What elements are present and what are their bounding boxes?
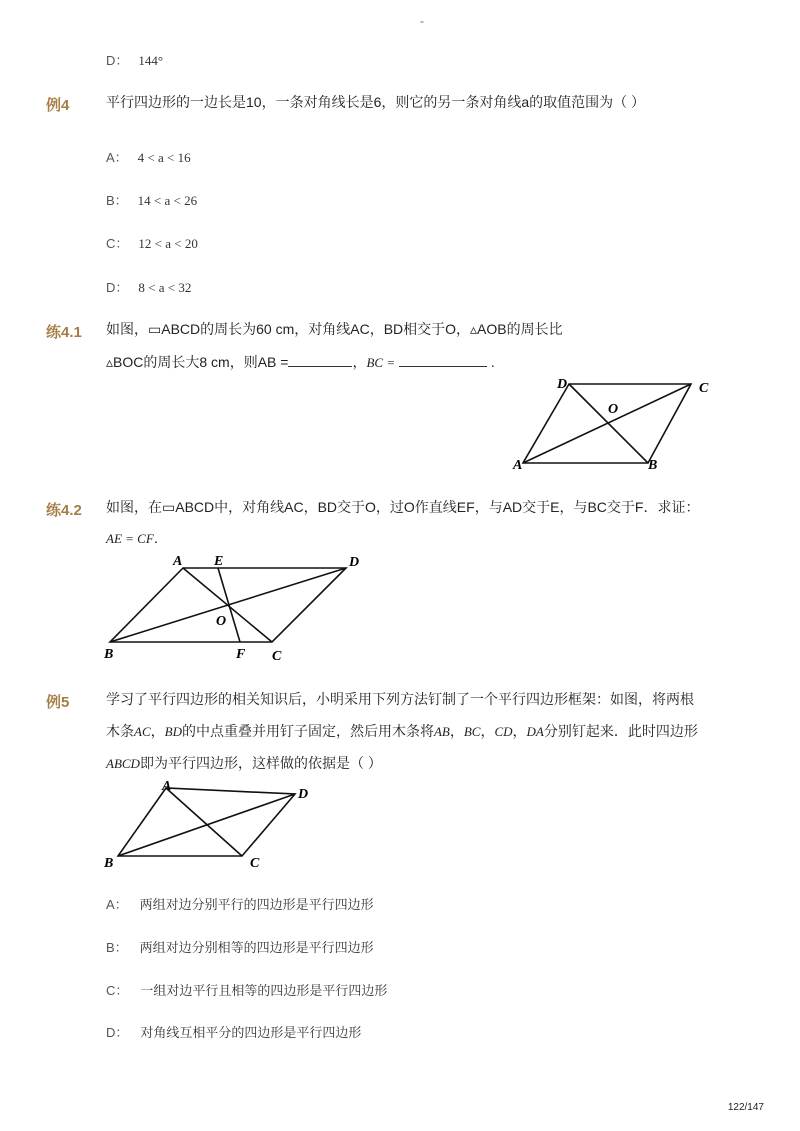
option-key: C： <box>106 983 129 998</box>
example-5-label: 例5 <box>46 694 70 711</box>
example-5-line1: 学习了平行四边形的相关知识后，小明采用下列方法钉制了一个平行四边形框架：如图，将两根 <box>106 691 694 707</box>
line-ef <box>218 568 240 642</box>
prev-option-d <box>106 50 163 69</box>
label-d: D <box>349 555 360 570</box>
label-f: F <box>236 647 246 662</box>
option-value: 两组对边分别相等的四边形是平行四边形 <box>139 940 374 955</box>
option-value: 144° <box>138 53 164 68</box>
option-value: 8 < a < 32 <box>138 280 192 295</box>
abcd-symbol: ABCD <box>106 756 140 771</box>
practice-4-2-label: 练4.2 <box>46 502 82 519</box>
parallelogram-figure-4-2 <box>100 550 370 665</box>
practice-4-1-line2 <box>106 351 495 374</box>
period: . <box>490 354 495 370</box>
option-value: 12 < a < 20 <box>138 236 198 251</box>
label-c: C <box>250 856 260 871</box>
label-c: C <box>272 649 282 664</box>
example-4-option-d[interactable] <box>106 277 191 296</box>
text: ， <box>512 723 527 739</box>
ac-symbol: AC <box>134 724 151 739</box>
option-key: A： <box>106 897 128 912</box>
practice-4-2-line2: AE = CF． <box>106 531 167 546</box>
text: 木条 <box>106 723 134 739</box>
option-value: 一组对边平行且相等的四边形是平行四边形 <box>140 983 388 998</box>
bc-symbol: BC <box>463 724 481 739</box>
option-key: B： <box>106 940 128 955</box>
option-key: B： <box>106 193 128 208</box>
label-c: C <box>699 381 709 396</box>
bc-symbol: BC = <box>366 355 396 370</box>
parallelogram-figure-5 <box>100 776 325 871</box>
answer-blank-ab[interactable] <box>288 352 352 367</box>
example-5-option-a[interactable] <box>106 894 374 913</box>
label-b: B <box>104 856 114 871</box>
example-4-question: 平行四边形的一边长是10，一条对角线长是6，则它的另一条对角线a的取值范围为（ ） <box>106 94 646 110</box>
label-e: E <box>214 554 224 569</box>
bd-symbol: BD <box>164 724 182 739</box>
example-4-option-c[interactable] <box>106 233 198 252</box>
stick-ac <box>166 788 242 856</box>
comma: ， <box>352 354 367 370</box>
text: ， <box>449 723 464 739</box>
option-value: 4 < a < 16 <box>137 150 191 165</box>
label-b: B <box>648 458 658 473</box>
da-symbol: DA <box>526 724 544 739</box>
example-4-option-a[interactable] <box>106 147 191 166</box>
header-dash: - <box>420 14 424 28</box>
option-key: D： <box>106 280 129 295</box>
practice-4-1-label: 练4.1 <box>46 324 82 341</box>
ab-symbol: AB <box>433 724 450 739</box>
line2-text: ▵BOC的周长大8 cm，则AB = <box>106 354 289 370</box>
label-d: D <box>557 377 568 392</box>
example-4-label: 例4 <box>46 97 70 114</box>
example-5-line2 <box>106 720 698 743</box>
diagonal-ac <box>523 384 691 463</box>
text: 的中点重叠并用钉子固定，然后用木条将 <box>181 723 434 739</box>
practice-4-2-line1: 如图，在▭ABCD中，对角线AC，BD交于O，过O作直线EF，与AD交于E，与BC交于F．求证： <box>106 499 700 515</box>
quadrilateral-abcd <box>118 788 295 856</box>
text: ， <box>150 723 165 739</box>
practice-4-1-line1: 如图，▭ABCD的周长为60 cm，对角线AC，BD相交于O，▵AOB的周长比 <box>106 321 563 337</box>
option-key: A： <box>106 150 128 165</box>
label-a: A <box>173 554 183 569</box>
diagonal-ac <box>183 568 272 642</box>
example-5-line3 <box>106 752 382 775</box>
page-number: 122/147 <box>727 1102 764 1113</box>
example-5-option-b[interactable] <box>106 937 374 956</box>
text: ， <box>480 723 495 739</box>
option-key: D： <box>106 1025 129 1040</box>
parallelogram-figure-4-1 <box>505 372 730 477</box>
answer-blank-bc[interactable] <box>399 352 487 367</box>
label-o: O <box>216 614 227 629</box>
example-4-option-b[interactable] <box>106 190 197 209</box>
option-key: C： <box>106 236 129 251</box>
option-value: 两组对边分别平行的四边形是平行四边形 <box>139 897 374 912</box>
label-o: O <box>608 402 619 417</box>
example-5-option-c[interactable] <box>106 980 387 999</box>
label-d: D <box>298 787 309 802</box>
example-5-option-d[interactable] <box>106 1022 361 1041</box>
label-a: A <box>513 458 523 473</box>
label-b: B <box>104 647 114 662</box>
option-key: D： <box>106 53 129 68</box>
diagonal-bd <box>569 384 648 463</box>
text: 分别钉起来．此时四边形 <box>543 723 698 739</box>
text: 即为平行四边形，这样做的依据是（ ） <box>139 755 382 771</box>
option-value: 14 < a < 26 <box>137 193 198 208</box>
option-value: 对角线互相平分的四边形是平行四边形 <box>140 1025 362 1040</box>
label-a: A <box>162 779 172 794</box>
cd-symbol: CD <box>494 724 513 739</box>
